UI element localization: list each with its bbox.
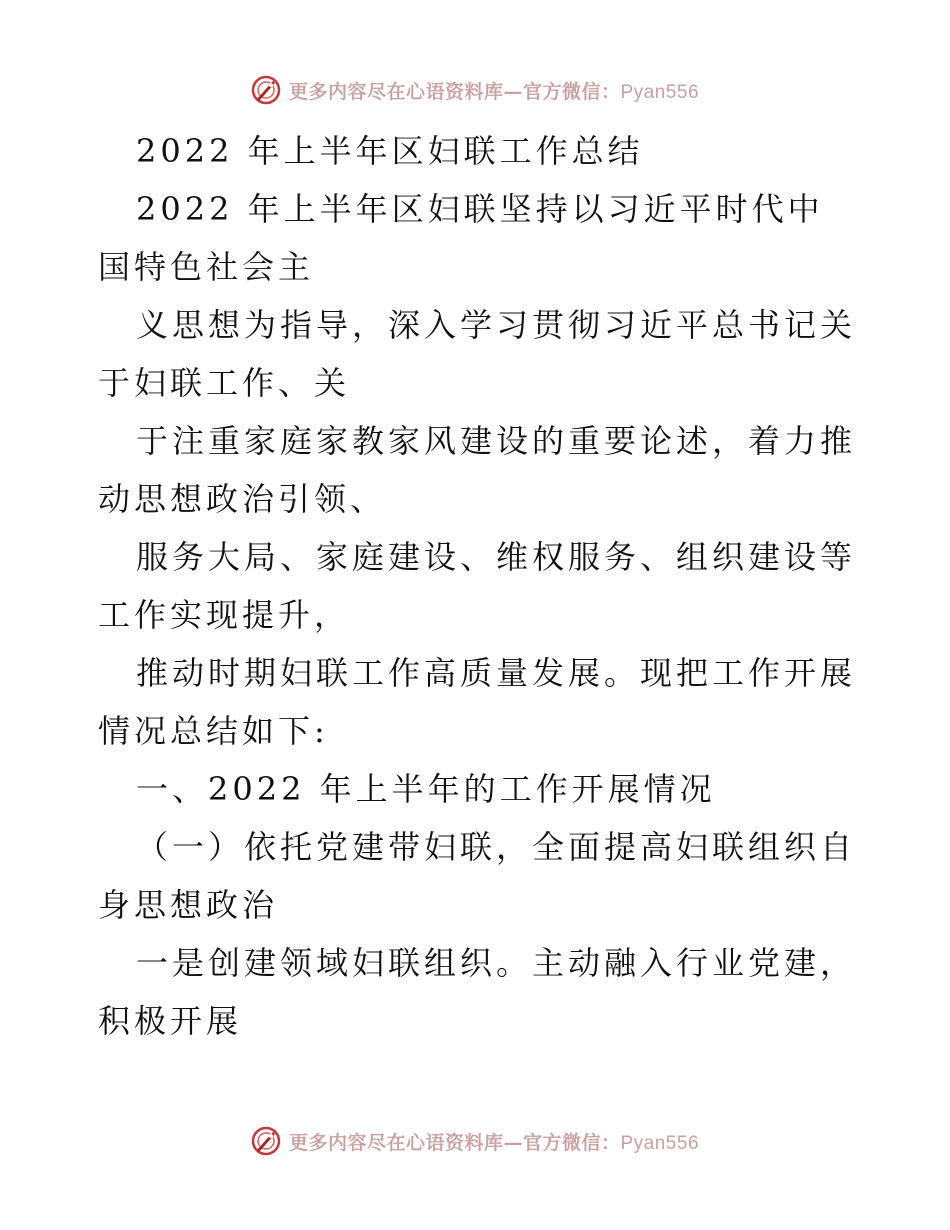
paragraph: 义思想为指导，深入学习贯彻习近平总书记关于妇联工作、关 <box>98 306 857 402</box>
header-watermark <box>0 70 950 110</box>
watermark-text: 更多内容尽在心语资料库—官方微信：Pyan556 <box>288 80 700 103</box>
paragraph: 2022 年上半年区妇联坚持以习近平时代中国特色社会主 <box>98 190 824 286</box>
document-body <box>98 122 858 1050</box>
watermark-text: 更多内容尽在心语资料库—官方微信：Pyan556 <box>288 1131 700 1154</box>
doc-title: 2022 年上半年区妇联工作总结 <box>136 132 644 170</box>
paragraph: 推动时期妇联工作高质量发展。现把工作开展情况总结如下: <box>98 654 857 750</box>
paragraph: 服务大局、家庭建设、维权服务、组织建设等工作实现提升， <box>98 538 857 634</box>
brand-logo-icon <box>251 75 281 105</box>
paragraph: 一是创建领域妇联组织。主动融入行业党建，积极开展 <box>98 944 857 1040</box>
brand-logo-icon <box>251 1126 281 1156</box>
subsection-heading: （一）依托党建带妇联，全面提高妇联组织自身思想政治 <box>98 828 857 924</box>
section-heading: 一、2022 年上半年的工作开展情况 <box>136 770 716 808</box>
paragraph: 于注重家庭家教家风建设的重要论述，着力推动思想政治引领、 <box>98 422 857 518</box>
footer-watermark <box>0 1121 950 1161</box>
